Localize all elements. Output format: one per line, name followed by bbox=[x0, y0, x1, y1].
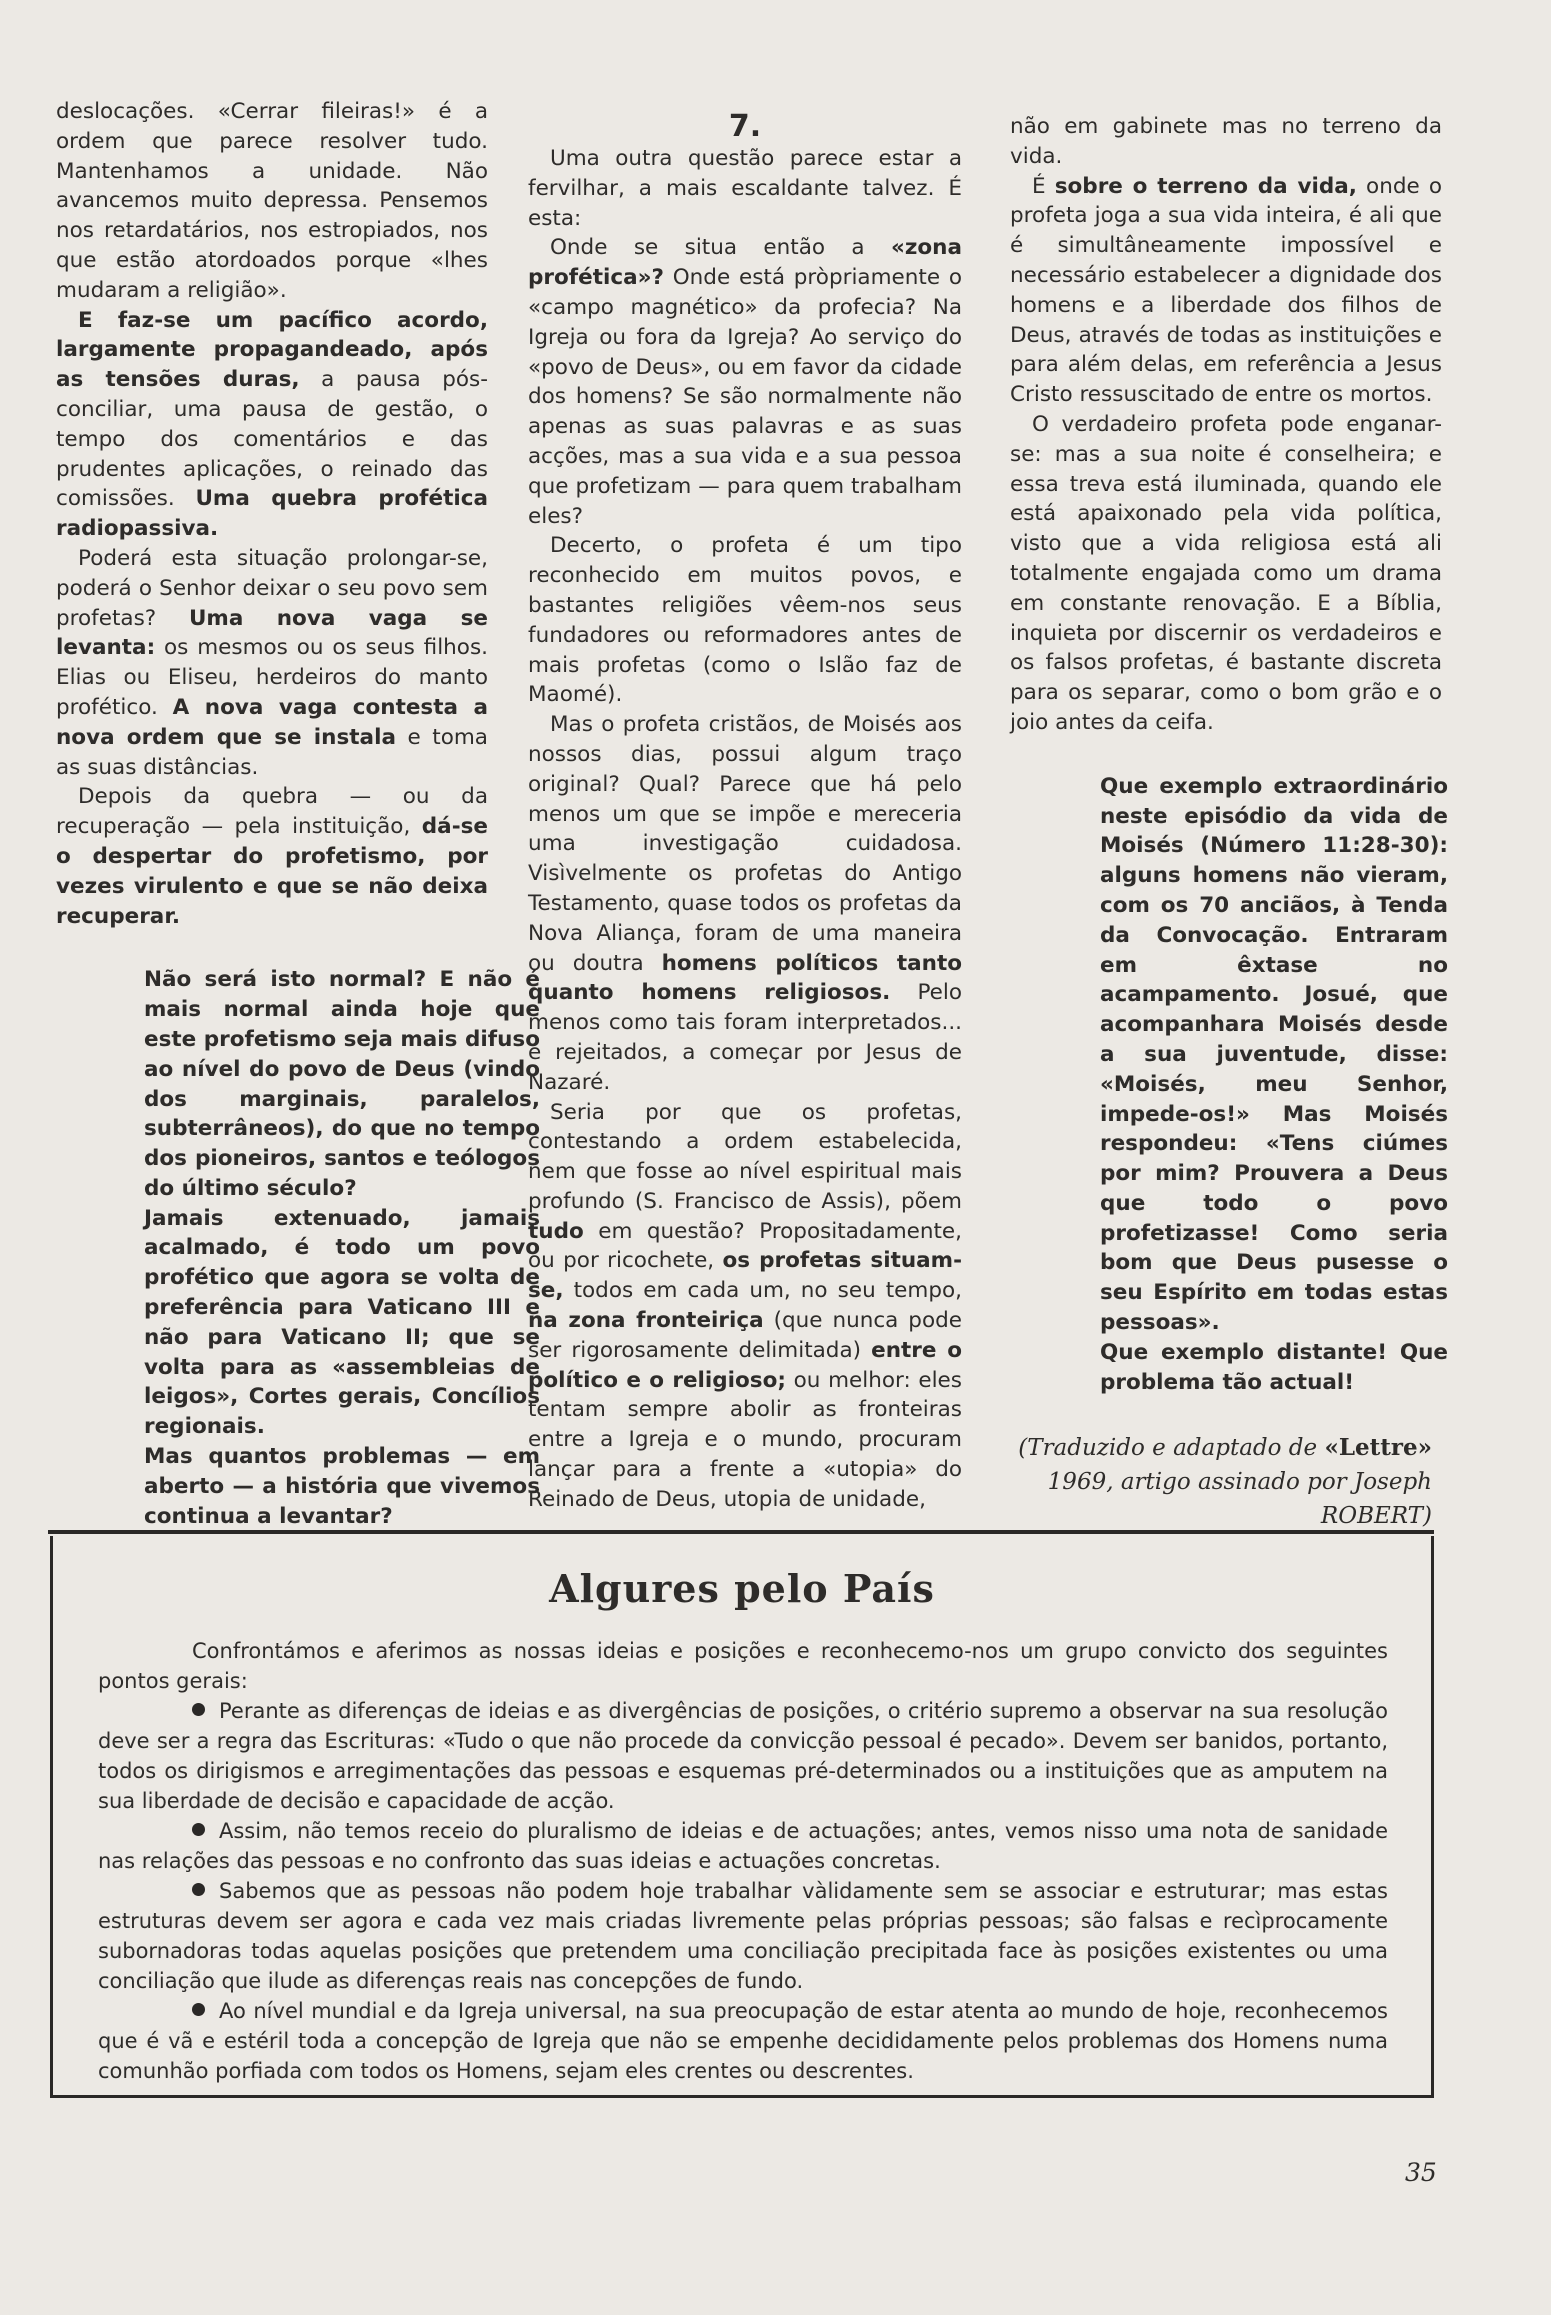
bullet-icon bbox=[192, 2003, 205, 2016]
list-item: Sabemos que as pessoas não podem hoje trabalhar vàlidamente sem se associar e estruturar; mas estas estruturas devem ser agora e cada vez mais criadas livremente pelas próprias pessoas; são falsas e recìprocamente subornadoras todas aquelas posições que pretendem uma conciliação precipitada face às posições existentes ou uma conciliação que ilude as diferenças reais nas concepções de fundo. bbox=[98, 1879, 1388, 1993]
list-item: Ao nível mundial e da Igreja universal, na sua preocupação de estar atenta ao mundo de hoje, reconhecemos que é vã e estéril toda a concepção de Igreja que não se empenhe decididamente pelos problemas dos Homens numa comunhão porfiada com todos os Homens, sejam eles crentes ou descrentes. bbox=[98, 1999, 1388, 2083]
paragraph: O verdadeiro profeta pode enganar-se: mas a sua noite é conselheira; e essa treva está iluminada, quando ele está apaixonado pela vida política, visto que a vida religiosa está ali totalmente engajada como um drama em constante renovação. E a Bíblia, inquieta por discernir os verdadeiros e os falsos profetas, é bastante discreta para os separar, como o bom grão e o joio antes da ceifa. bbox=[1010, 411, 1442, 735]
column-middle bbox=[528, 110, 962, 1515]
page-number: 35 bbox=[1405, 2158, 1437, 2187]
translation-credit: (Traduzido e adaptado de «Lettre» 1969, artigo assinado por Joseph ROBERT) bbox=[1018, 1434, 1432, 1530]
paragraph: Onde se situa então a «zona profética»? Onde está pròpriamente o «campo magnético» da profecia? Na Igreja ou fora da Igreja? Ao serviço do «povo de Deus», ou em favor da cidade dos homens? Se são normalmente não apenas as suas palavras e as suas acções, mas a sua vida e a sua pessoa que profetizam — para quem trabalham eles? bbox=[528, 235, 962, 529]
paragraph: deslocações. «Cerrar fileiras!» é a ordem que parece resolver tudo. Mantenhamos a unidade. Não avancemos muito depressa. Pensemos nos retardatários, nos estropiados, nos que estão atordoados porque «lhes mudaram a religião». bbox=[56, 99, 488, 303]
highlight-paragraph: Que exemplo extraordinário neste episódio da vida de Moisés (Número 11:28-30): alguns homens não vieram, com os 70 anciãos, à Tenda da Convocação. Entraram em êxtase no acampamento. Josué, que acompanhara Moisés desde a sua juventude, disse: «Moisés, meu Senhor, impede-os!» Mas Moisés respondeu: «Tens ciúmes por mim? Prouvera a Deus que todo o povo profetizasse! Como seria bom que Deus pusesse o seu Espírito em todas estas pessoas». bbox=[1100, 773, 1448, 1336]
box-title: Algures pelo País bbox=[549, 1566, 935, 1611]
highlight-paragraph: Não será isto normal? E não é mais normal ainda hoje que este profetismo seja mais difuso ao nível do povo de Deus (vindo dos marginais, paralelos, subterrâneos), do que no tempo dos pioneiros, santos e teólogos do último século? bbox=[144, 967, 540, 1201]
highlight-questions bbox=[144, 965, 540, 1531]
paragraph: É sobre o terreno da vida, onde o profeta joga a sua vida inteira, é ali que é simultâneamente impossível e necessário estabelecer a dignidade dos homens e a liberdade dos filhos de Deus, através de todas as instituições e para além delas, em referência a Jesus Cristo ressuscitado de entre os mortos. bbox=[1010, 173, 1443, 408]
divider-rule bbox=[48, 1530, 1434, 1534]
paragraph: não em gabinete mas no terreno da vida. bbox=[1010, 114, 1442, 169]
column-left bbox=[56, 97, 540, 1531]
bullet-icon bbox=[192, 1883, 205, 1896]
section-number: 7. bbox=[728, 109, 762, 144]
paragraph: Uma outra questão parece estar a fervilhar, a mais escaldante talvez. É esta: bbox=[528, 146, 962, 231]
moses-highlight bbox=[1100, 772, 1448, 1398]
paragraph: E faz-se um pacífico acordo, largamente propagandeado, após as tensões duras, a pausa pós-conciliar, uma pausa de gestão, o tempo dos comentários e das prudentes aplicações, o reinado das comissões. Uma quebra profética radiopassiva. bbox=[56, 307, 489, 542]
highlight-paragraph: Que exemplo distante! Que problema tão actual! bbox=[1100, 1339, 1448, 1395]
algures-box bbox=[50, 1536, 1434, 2098]
column-right bbox=[1010, 112, 1448, 1533]
paragraph: Seria por que os profetas, contestando a ordem estabelecida, nem que fosse ao nível espiritual mais profundo (S. Francisco de Assis), põem tudo em questão? Propositadamente, ou por ricochete, os profetas situam-se, todos em cada um, no seu tempo, na zona fronteiriça (que nunca pode ser rigorosamente delimitada) entre o político e o religioso; ou melhor: eles tentam sempre abolir as fronteiras entre a Igreja e o mundo, procuram lançar para a frente a «utopia» do Reinado de Deus, utopia de unidade, bbox=[528, 1099, 963, 1512]
list-item: Perante as diferenças de ideias e as divergências de posições, o critério supremo a observar na sua resolução deve ser a regra das Escrituras: «Tudo o que não procede da convicção pessoal é pecado». Devem ser banidos, portanto, todos os dirigismos e arregimentações das pessoas e esquemas pré-determinados ou a instituições que as amputem na sua liberdade de decisão e capacidade de acção. bbox=[98, 1699, 1388, 1813]
paragraph: Depois da quebra — ou da recuperação — pela instituição, dá-se o despertar do profetismo, por vezes virulento e que se não deixa recuperar. bbox=[56, 784, 488, 929]
paragraph: Poderá esta situação prolongar-se, poderá o Senhor deixar o seu povo sem profetas? Uma nova vaga se levanta: os mesmos ou os seus filhos. Elias ou Eliseu, herdeiros do manto profético. A nova vaga contesta a nova ordem que se instala e toma as suas distâncias. bbox=[56, 545, 489, 780]
box-body bbox=[98, 1636, 1388, 2086]
paragraph: Decerto, o profeta é um tipo reconhecido em muitos povos, e bastantes religiões vêem-nos seus fundadores ou reformadores antes de mais profetas (como o Islão faz de Maomé). bbox=[528, 533, 962, 708]
highlight-paragraph: Mas quantos problemas — em aberto — a história que vivemos continua a levantar? bbox=[144, 1444, 540, 1529]
paragraph: Mas o profeta cristãos, de Moisés aos nossos dias, possui algum traço original? Qual? Parece que há pelo menos um que se impõe e mereceria uma investigação cuidadosa. Visìvelmente os profetas do Antigo Testamento, quase todos os profetas da Nova Aliança, foram de uma maneira ou doutra homens políticos tanto quanto homens religiosos. Pelo menos como tais foram interpretados... e rejeitados, a começar por Jesus de Nazaré. bbox=[528, 712, 962, 1095]
list-item: Assim, não temos receio do pluralismo de ideias e de actuações; antes, vemos nisso uma nota de sanidade nas relações das pessoas e no confronto das suas ideias e actuações concretas. bbox=[98, 1819, 1388, 1873]
bullet-icon bbox=[192, 1823, 205, 1836]
highlight-paragraph: Jamais extenuado, jamais acalmado, é todo um povo profético que agora se volta de preferência para Vaticano III e não para Vaticano II; que se volta para as «assembleias de leigos», Cortes gerais, Concílios regionais. bbox=[144, 1205, 540, 1440]
box-intro: Confrontámos e aferimos as nossas ideias e posições e reconhecemo-nos um grupo convicto dos seguintes pontos gerais: bbox=[98, 1639, 1388, 1693]
bullet-icon bbox=[192, 1703, 205, 1716]
